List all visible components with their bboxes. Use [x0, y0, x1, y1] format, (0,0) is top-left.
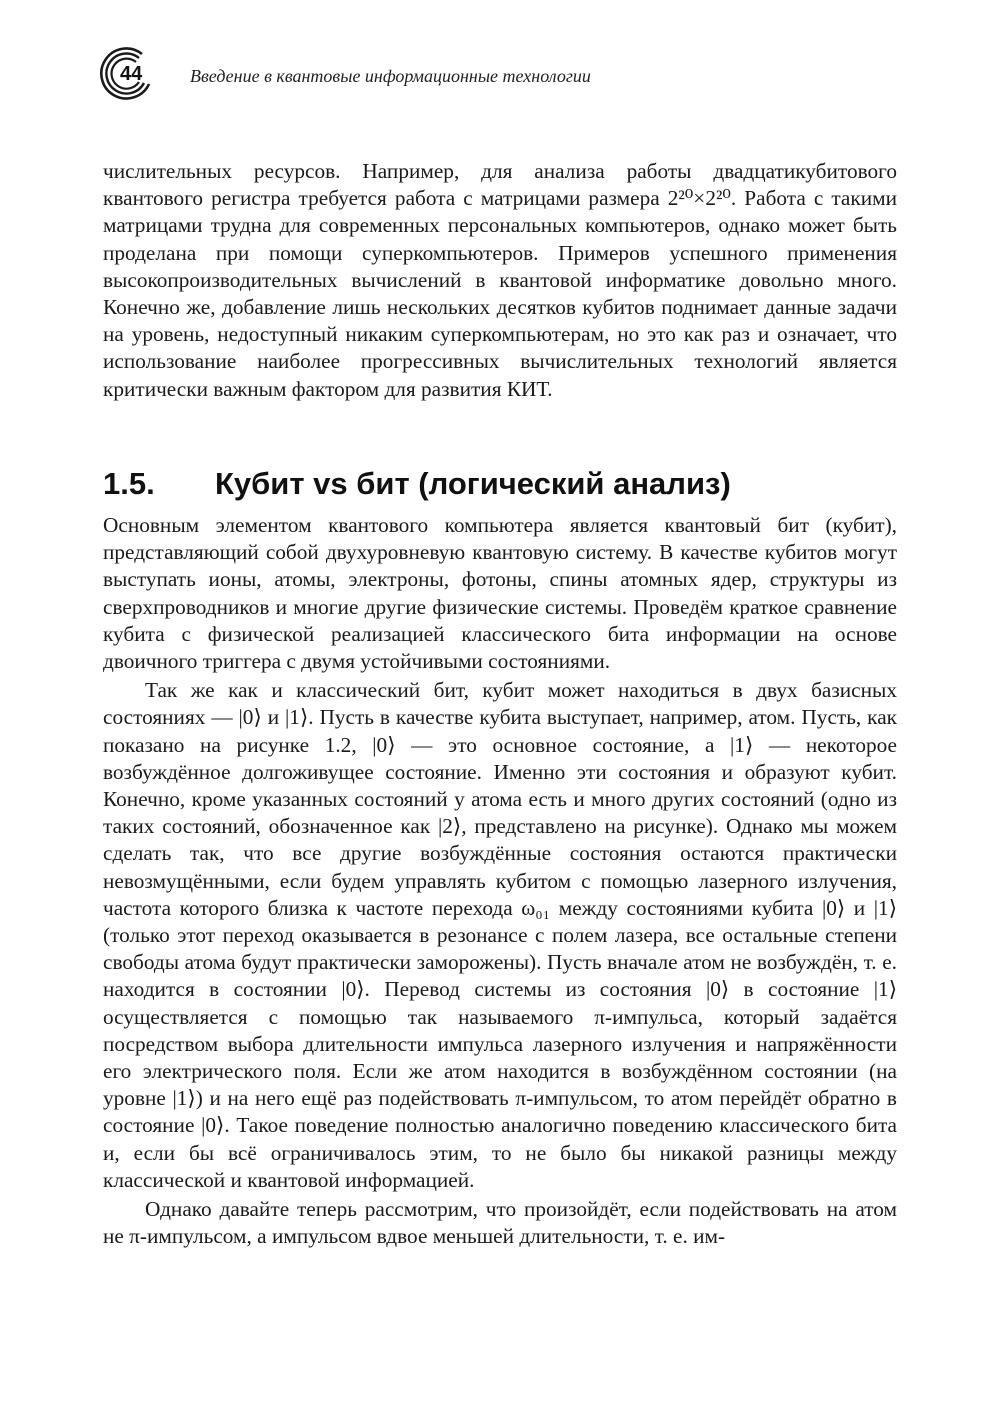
section-number: 1.5.: [103, 466, 155, 501]
section-heading: [103, 466, 897, 502]
paragraph: числительных ресурсов. Например, для анализа работы двадцатикубитового квантового регистра требуется работа с матрицами размера 2²⁰×2²⁰. Работа с такими матрицами трудна для современных персональных компьютеров, однако может быть проделана при помощи суперкомпьютеров. Примеров успешного применения высокопроизводительных вычислений в квантовой информатике довольно много. Конечно же, добавление лишь нескольких десятков кубитов поднимает данные задачи на уровень, недоступный никаким суперкомпьютерам, но это как раз и означает, что использование наиболее прогрессивных вычислительных технологий является критически важным фактором для развития КИТ.: [103, 159, 897, 401]
running-title: Введение в квантовые информационные технологии: [190, 66, 591, 86]
page-header: [96, 44, 916, 114]
intro-paragraph: [103, 158, 897, 403]
paragraph: Так же как и классический бит, кубит может находиться в двух базисных состояниях — |0⟩ и |1⟩. Пусть в качестве кубита выступает, например, атом. Пусть, как показано на рисунке 1.2, |0⟩ — это основное состояние, а |1⟩ — некоторое возбуждённое долгоживущее состояние. Именно эти состояния и образуют кубит. Конечно, кроме указанных состояний у атома есть и много других состояний (одно из таких состояний, обозначенное как |2⟩, представлено на рисунке). Однако мы можем сделать так, что все другие возбуждённые состояния остаются практически невозмущёнными, если будем управлять кубитом с помощью лазерного излучения, частота которого близка к частоте перехода ω₀₁ между состояниями кубита |0⟩ и |1⟩ (только этот переход оказывается в резонансе с полем лазера, все остальные степени свободы атома будут практически заморожены). Пусть вначале атом не возбуждён, т. е. находится в состоянии |0⟩. Перевод системы из состояния |0⟩ в состояние |1⟩ осуществляется с помощью так называемого π-импульса, который задаётся посредством выбора длительности импульса лазерного излучения и напряжённости его электрического поля. Если же атом находится в возбуждённом состоянии (на уровне |1⟩) и на него ещё раз подействовать π-импульсом, то атом перейдёт обратно в состояние |0⟩. Такое поведение полностью аналогично поведению классического бита и, если бы всё ограничивалось этим, то не было бы никакой разницы между классической и квантовой информацией.: [103, 678, 897, 1192]
page-number: 44: [120, 63, 143, 85]
paragraph: Однако давайте теперь рассмотрим, что произойдёт, если подействовать на атом не π-импульсом, а импульсом вдвое меньшей длительности, т. е. им-: [103, 1197, 897, 1249]
section-title: Кубит vs бит (логический анализ): [215, 466, 731, 501]
paragraph: Основным элементом квантового компьютера является квантовый бит (кубит), представляющий собой двухуровневую квантовую систему. В качестве кубитов могут выступать ионы, атомы, электроны, фотоны, спины атомных ядер, структуры из сверхпроводников и многие другие физические системы. Проведём краткое сравнение кубита с физической реализацией классического бита информации на основе двоичного триггера с двумя устойчивыми состояниями.: [103, 513, 897, 674]
section-body: [103, 512, 897, 1250]
